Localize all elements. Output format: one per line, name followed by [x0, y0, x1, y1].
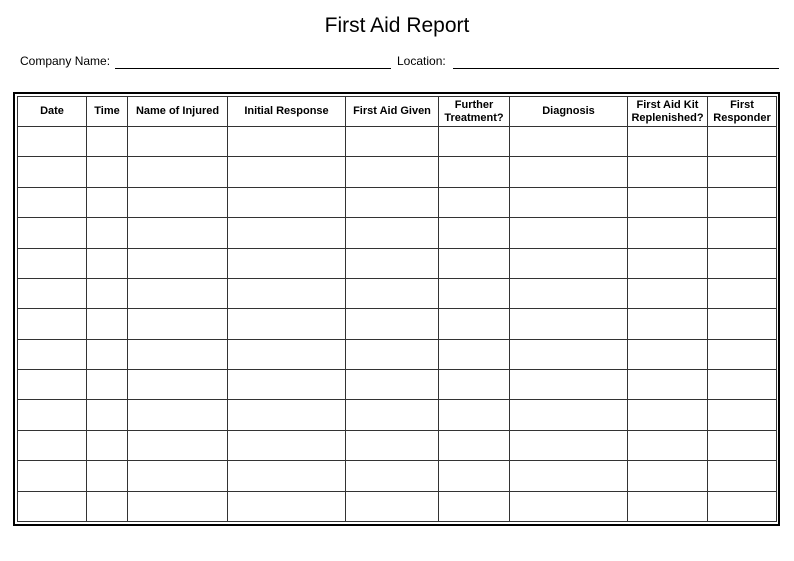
company-name-field[interactable] [115, 68, 391, 69]
table-cell[interactable] [439, 127, 510, 157]
table-row [18, 157, 777, 187]
table-cell[interactable] [128, 400, 228, 430]
header-fields [20, 52, 780, 72]
table-cell[interactable] [228, 157, 346, 187]
table-cell[interactable] [228, 400, 346, 430]
table-cell[interactable] [346, 157, 439, 187]
column-header-initial-response: Initial Response [228, 97, 346, 127]
table-cell[interactable] [18, 157, 87, 187]
table-cell[interactable] [439, 218, 510, 248]
table-cell[interactable] [346, 218, 439, 248]
table-cell[interactable] [87, 461, 128, 491]
table-cell[interactable] [346, 127, 439, 157]
table-cell[interactable] [128, 370, 228, 400]
table-cell[interactable] [510, 248, 628, 278]
table-cell[interactable] [708, 218, 777, 248]
table-cell[interactable] [510, 491, 628, 522]
table-cell[interactable] [439, 278, 510, 308]
table-cell[interactable] [228, 430, 346, 460]
table-row [18, 309, 777, 339]
table-cell[interactable] [18, 248, 87, 278]
table-cell[interactable] [18, 309, 87, 339]
report-table-body [18, 127, 777, 522]
table-row [18, 218, 777, 248]
table-cell[interactable] [628, 157, 708, 187]
table-cell[interactable] [87, 248, 128, 278]
table-cell[interactable] [628, 127, 708, 157]
table-cell[interactable] [708, 309, 777, 339]
table-cell[interactable] [628, 461, 708, 491]
table-cell[interactable] [510, 187, 628, 217]
table-cell[interactable] [439, 157, 510, 187]
table-cell[interactable] [87, 400, 128, 430]
table-cell[interactable] [708, 400, 777, 430]
table-cell[interactable] [228, 461, 346, 491]
table-cell[interactable] [510, 430, 628, 460]
table-cell[interactable] [510, 339, 628, 369]
table-cell[interactable] [18, 491, 87, 522]
column-header-diagnosis: Diagnosis [510, 97, 628, 127]
table-cell[interactable] [128, 278, 228, 308]
table-cell[interactable] [87, 278, 128, 308]
report-table-frame [13, 92, 780, 526]
table-cell[interactable] [18, 461, 87, 491]
table-cell[interactable] [439, 491, 510, 522]
table-cell[interactable] [128, 248, 228, 278]
table-row [18, 278, 777, 308]
table-cell[interactable] [18, 400, 87, 430]
table-cell[interactable] [439, 370, 510, 400]
location-label: Location: [397, 54, 446, 68]
table-cell[interactable] [18, 127, 87, 157]
company-name-label: Company Name: [20, 54, 111, 68]
table-cell[interactable] [439, 309, 510, 339]
table-cell[interactable] [708, 339, 777, 369]
table-cell[interactable] [228, 491, 346, 522]
table-cell[interactable] [346, 370, 439, 400]
table-cell[interactable] [439, 430, 510, 460]
page-title: First Aid Report [324, 14, 470, 37]
table-cell[interactable] [628, 278, 708, 308]
table-cell[interactable] [628, 400, 708, 430]
table-cell[interactable] [628, 370, 708, 400]
table-cell[interactable] [708, 127, 777, 157]
column-header-first-responder: First Responder [708, 97, 777, 127]
table-cell[interactable] [628, 491, 708, 522]
table-cell[interactable] [228, 339, 346, 369]
table-header-row [18, 97, 777, 127]
table-cell[interactable] [708, 187, 777, 217]
location-field[interactable] [453, 68, 779, 69]
table-cell[interactable] [346, 461, 439, 491]
table-cell[interactable] [128, 461, 228, 491]
table-row [18, 339, 777, 369]
table-cell[interactable] [346, 278, 439, 308]
column-header-further-treatment: Further Treatment? [439, 97, 510, 127]
table-cell[interactable] [708, 461, 777, 491]
report-table [17, 96, 777, 522]
table-cell[interactable] [87, 157, 128, 187]
table-cell[interactable] [439, 461, 510, 491]
table-cell[interactable] [510, 127, 628, 157]
column-header-name-of-injured: Name of Injured [128, 97, 228, 127]
table-cell[interactable] [510, 157, 628, 187]
table-cell[interactable] [628, 187, 708, 217]
table-cell[interactable] [708, 248, 777, 278]
table-cell[interactable] [346, 339, 439, 369]
table-cell[interactable] [18, 187, 87, 217]
table-row [18, 187, 777, 217]
table-cell[interactable] [628, 339, 708, 369]
table-cell[interactable] [439, 400, 510, 430]
table-cell[interactable] [128, 187, 228, 217]
table-row [18, 400, 777, 430]
column-header-time: Time [87, 97, 128, 127]
table-cell[interactable] [128, 157, 228, 187]
table-cell[interactable] [228, 370, 346, 400]
table-cell[interactable] [18, 339, 87, 369]
table-cell[interactable] [228, 187, 346, 217]
table-cell[interactable] [87, 339, 128, 369]
table-cell[interactable] [708, 370, 777, 400]
table-cell[interactable] [228, 248, 346, 278]
table-cell[interactable] [439, 187, 510, 217]
table-cell[interactable] [346, 491, 439, 522]
table-row [18, 370, 777, 400]
table-cell[interactable] [228, 127, 346, 157]
table-cell[interactable] [128, 491, 228, 522]
table-row [18, 491, 777, 522]
table-cell[interactable] [18, 370, 87, 400]
table-cell[interactable] [128, 430, 228, 460]
table-cell[interactable] [708, 491, 777, 522]
table-cell[interactable] [228, 309, 346, 339]
table-cell[interactable] [87, 309, 128, 339]
table-cell[interactable] [628, 309, 708, 339]
column-header-date: Date [18, 97, 87, 127]
table-cell[interactable] [708, 157, 777, 187]
table-cell[interactable] [87, 218, 128, 248]
table-cell[interactable] [87, 187, 128, 217]
table-cell[interactable] [128, 309, 228, 339]
column-header-first-aid-given: First Aid Given [346, 97, 439, 127]
table-cell[interactable] [510, 218, 628, 248]
table-cell[interactable] [228, 278, 346, 308]
table-cell[interactable] [18, 218, 87, 248]
table-cell[interactable] [708, 278, 777, 308]
table-cell[interactable] [128, 127, 228, 157]
table-cell[interactable] [128, 339, 228, 369]
table-cell[interactable] [510, 461, 628, 491]
table-cell[interactable] [346, 400, 439, 430]
table-cell[interactable] [346, 248, 439, 278]
table-cell[interactable] [439, 339, 510, 369]
table-cell[interactable] [510, 278, 628, 308]
table-cell[interactable] [510, 400, 628, 430]
table-cell[interactable] [510, 309, 628, 339]
table-cell[interactable] [628, 248, 708, 278]
table-cell[interactable] [510, 370, 628, 400]
table-cell[interactable] [87, 491, 128, 522]
table-cell[interactable] [439, 248, 510, 278]
table-cell[interactable] [228, 218, 346, 248]
table-cell[interactable] [346, 430, 439, 460]
table-cell[interactable] [87, 370, 128, 400]
table-cell[interactable] [628, 218, 708, 248]
table-row [18, 127, 777, 157]
table-cell[interactable] [128, 218, 228, 248]
table-row [18, 248, 777, 278]
table-cell[interactable] [87, 127, 128, 157]
table-cell[interactable] [87, 430, 128, 460]
table-cell[interactable] [18, 430, 87, 460]
table-cell[interactable] [18, 278, 87, 308]
table-cell[interactable] [346, 309, 439, 339]
table-cell[interactable] [628, 430, 708, 460]
table-cell[interactable] [346, 187, 439, 217]
table-row [18, 461, 777, 491]
table-row [18, 430, 777, 460]
table-cell[interactable] [708, 430, 777, 460]
column-header-first-aid-kit-replenished: First Aid Kit Replenished? [628, 97, 708, 127]
